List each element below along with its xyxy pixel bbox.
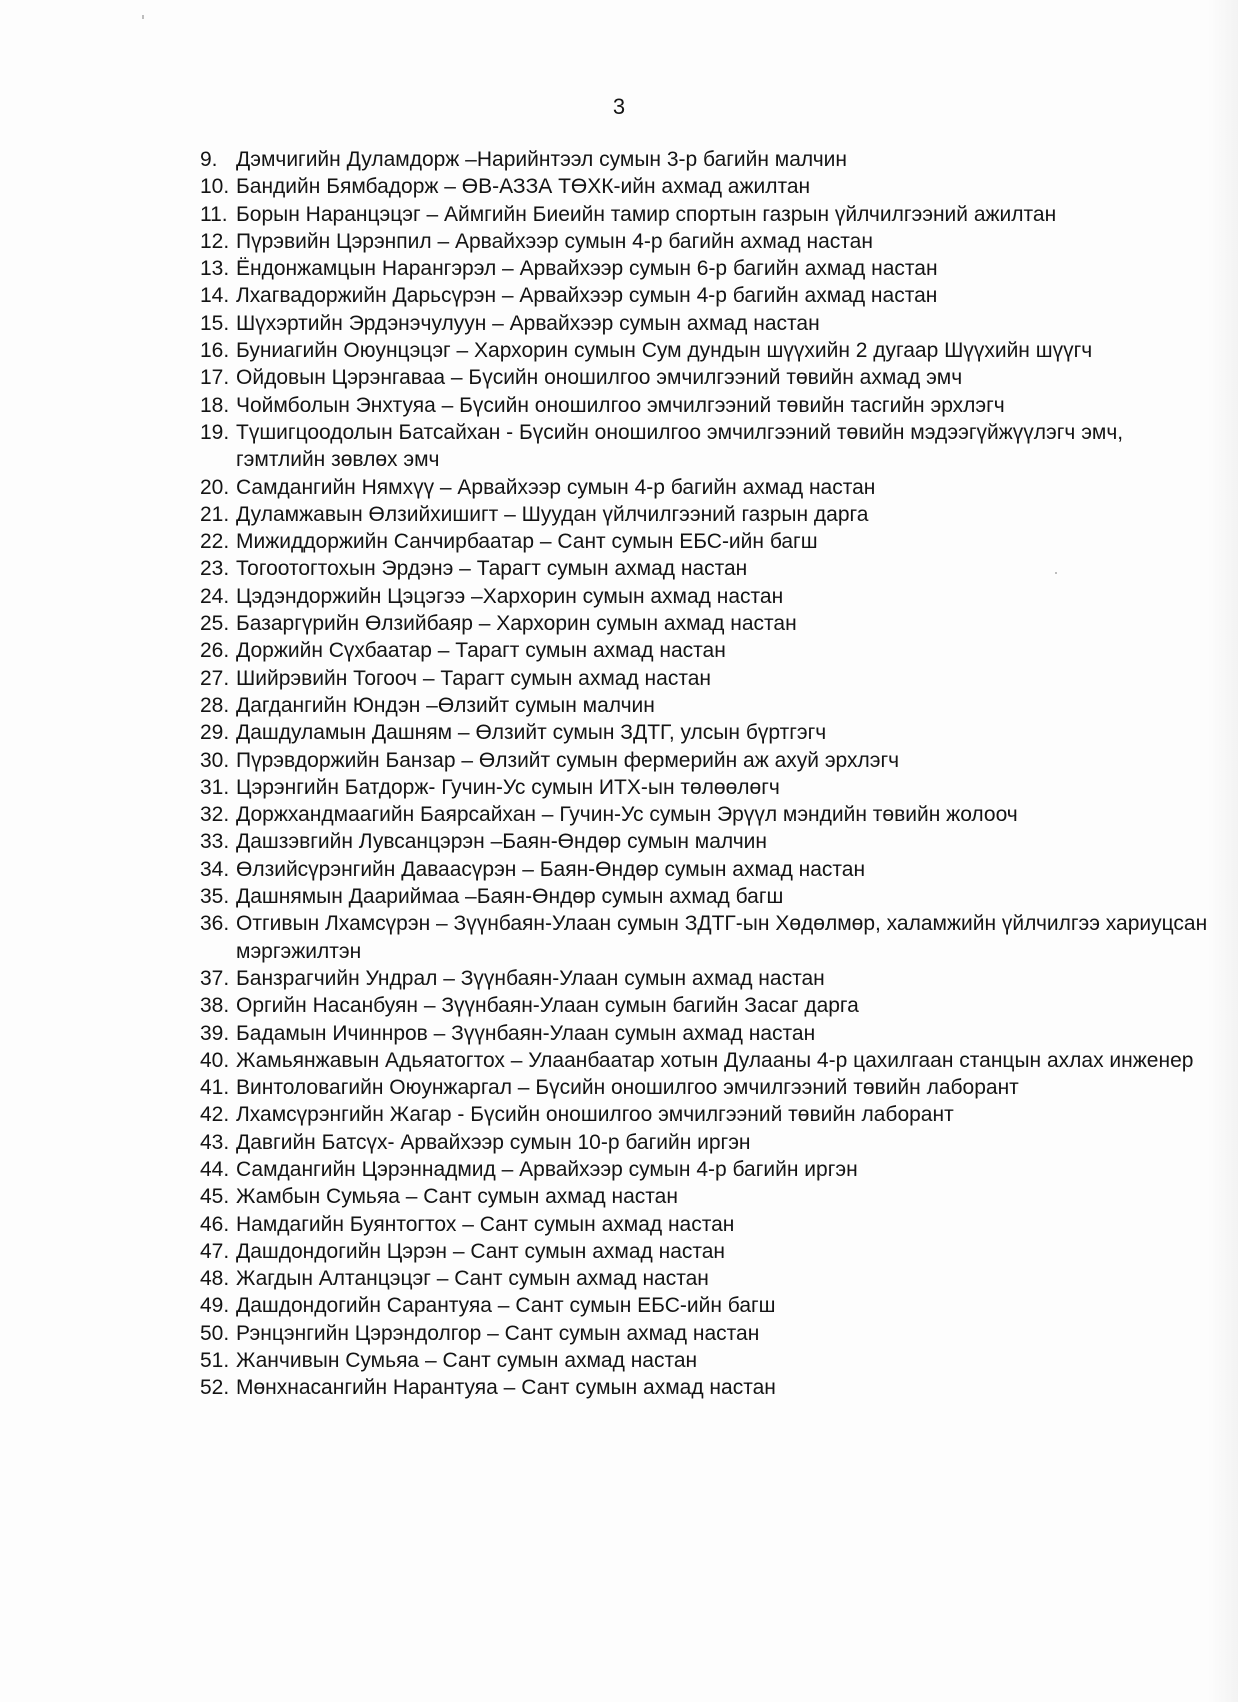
list-item-number: 18. [200,393,230,417]
list-item-text: Пүрэвийн Цэрэнпил – Арвайхээр сумын 4-р багийн ахмад настан [236,229,873,253]
entry-list [200,146,1210,1402]
list-item-number: 14. [200,284,230,308]
list-item-number: 16. [200,339,230,363]
list-item-number: 10. [200,175,230,199]
list-item-text: Дуламжавын Өлзийхишигт – Шуудан үйлчилгээний газрын дарга [236,502,869,526]
list-item [200,255,1210,282]
list-item [200,719,1210,746]
list-item [200,1183,1210,1210]
list-item-number: 11. [200,202,228,226]
list-item-text: Цэрэнгийн Батдорж- Гучин-Ус сумын ИТХ-ын төлөөлөгч [236,775,780,799]
list-item-number: 12. [200,229,230,253]
list-item [200,1074,1210,1101]
list-item-number: 36. [200,912,230,936]
list-item-text: Өлзийсүрэнгийн Даваасүрэн – Баян-Өндөр сумын ахмад настан [236,857,866,881]
list-item-number: 30. [200,748,230,772]
list-item-number: 40. [200,1048,230,1072]
list-item-text: Ойдовын Цэрэнгаваа – Бүсийн оношилгоо эмчилгээний төвийн ахмад эмч [236,366,963,390]
list-item-text: Цэдэндоржийн Цэцэгээ –Хархорин сумын ахмад настан [236,584,784,608]
list-item-number: 34. [200,857,230,881]
list-item-number: 23. [200,557,230,581]
list-item-number: 44. [200,1157,230,1181]
list-item [200,1129,1210,1156]
list-item-number: 52. [200,1376,230,1400]
list-item-number: 35. [200,885,230,909]
list-item-text: Оргийн Насанбуян – Зүүнбаян-Улаан сумын багийн Засаг дарга [236,994,859,1018]
list-item-number: 20. [200,475,230,499]
list-item-number: 47. [200,1239,230,1263]
list-item-text: Лхагвадоржийн Дарьсүрэн – Арвайхээр сумын 4-р багийн ахмад настан [236,284,938,308]
list-item-number: 29. [200,721,230,745]
list-item [200,1347,1210,1374]
list-item [200,774,1210,801]
list-item-number: 43. [200,1130,230,1154]
list-item-text: Мөнхнасангийн Нарантуяа – Сант сумын ахмад настан [236,1376,776,1400]
scan-edge-shadow [1208,0,1238,1702]
list-item-number: 38. [200,994,230,1018]
list-item-text: Дашзэвгийн Лувсанцэрэн –Баян-Өндөр сумын малчин [236,830,767,854]
list-item-number: 21. [200,502,230,526]
list-item-text: Бадамын Ичиннров – Зүүнбаян-Улаан сумын ахмад настан [236,1021,816,1045]
list-item-number: 22. [200,530,230,554]
list-item [200,146,1210,173]
list-item-number: 25. [200,612,230,636]
list-item [200,583,1210,610]
list-item-number: 45. [200,1185,230,1209]
list-item-text: Отгивын Лхамсүрэн – Зүүнбаян-Улаан сумын ЗДТГ-ын Хөдөлмөр, халамжийн үйлчилгээ хариуцсан мэргэжилтэн [236,912,1208,963]
list-item-text: Давгийн Батсүх- Арвайхээр сумын 10-р багийн иргэн [236,1130,751,1154]
list-item-text: Самдангийн Цэрэннадмид – Арвайхээр сумын 4-р багийн иргэн [236,1157,858,1181]
list-item-number: 28. [200,693,230,717]
list-item [200,282,1210,309]
list-item-text: Шийрэвийн Тогооч – Тарагт сумын ахмад настан [236,666,711,690]
list-item [200,856,1210,883]
list-item-text: Доржхандмаагийн Баярсайхан – Гучин-Ус сумын Эрүүл мэндийн төвийн жолооч [236,803,1018,827]
list-item [200,692,1210,719]
list-item-number: 37. [200,966,230,990]
list-item-number: 26. [200,639,230,663]
list-item-text: Дашдуламын Дашням – Өлзийт сумын ЗДТГ, улсын бүртгэгч [236,721,827,745]
list-item-number: 39. [200,1021,230,1045]
list-item-text: Намдагийн Буянтогтох – Сант сумын ахмад настан [236,1212,735,1236]
list-item [200,501,1210,528]
page-number: 3 [612,94,626,119]
list-item-text: Борын Наранцэцэг – Аймгийн Биеийн тамир спортын газрын үйлчилгээний ажилтан [236,202,1057,226]
list-item [200,1101,1210,1128]
list-item [200,1292,1210,1319]
list-item-number: 49. [200,1294,230,1318]
list-item-text: Шүхэртийн Эрдэнэчулуун – Арвайхээр сумын ахмад настан [236,311,820,335]
list-item [200,637,1210,664]
list-item [200,310,1210,337]
list-item [200,747,1210,774]
list-item [200,474,1210,501]
list-item [200,910,1210,965]
list-item-text: Лхамсүрэнгийн Жагар - Бүсийн оношилгоо эмчилгээний төвийн лаборант [236,1103,954,1127]
list-item [200,392,1210,419]
list-item-number: 32. [200,803,230,827]
list-item-number: 41. [200,1076,230,1100]
list-item-number: 24. [200,584,230,608]
list-item-number: 19. [200,420,230,444]
list-item-number: 48. [200,1267,230,1291]
list-item [200,1238,1210,1265]
list-item [200,1211,1210,1238]
list-item-number: 42. [200,1103,230,1127]
list-item-text: Самдангийн Нямхүү – Арвайхээр сумын 4-р багийн ахмад настан [236,475,876,499]
list-item-text: Жамбын Сумьяа – Сант сумын ахмад настан [236,1185,678,1209]
list-item-text: Жагдын Алтанцэцэг – Сант сумын ахмад настан [236,1267,709,1291]
list-item [200,1320,1210,1347]
list-item-text: Винтоловагийн Оюунжаргал – Бүсийн оношилгоо эмчилгээний төвийн лаборант [236,1076,1019,1100]
list-item-number: 33. [200,830,230,854]
list-item [200,201,1210,228]
list-item-text: Буниагийн Оюунцэцэг – Хархорин сумын Сум дундын шүүхийн 2 дугаар Шүүхийн шүүгч [236,339,1093,363]
list-item [200,883,1210,910]
list-item-number: 9. [200,148,218,171]
list-item-text: Рэнцэнгийн Цэрэндолгор – Сант сумын ахмад настан [236,1321,760,1345]
list-item [200,665,1210,692]
list-item [200,1374,1210,1401]
list-item-text: Бандийн Бямбадорж – ӨВ-АЗЗА ТӨХК-ийн ахмад ажилтан [236,175,811,199]
list-item-text: Түшигцоодолын Батсайхан - Бүсийн оношилгоо эмчилгээний төвийн мэдээгүйжүүлэгч эмч, гэмтлийн зөвлөх эмч [236,420,1124,472]
list-item [200,992,1210,1019]
list-item [200,337,1210,364]
list-item-number: 13. [200,257,230,281]
list-item-text: Дашдондогийн Цэрэн – Сант сумын ахмад настан [236,1239,726,1263]
list-item-text: Пүрэвдоржийн Банзар – Өлзийт сумын фермерийн аж ахуй эрхлэгч [236,748,900,772]
list-item [200,173,1210,200]
list-item [200,965,1210,992]
list-item [200,1156,1210,1183]
list-item [200,610,1210,637]
list-item-text: Дэмчигийн Дуламдорж –Нарийнтээл сумын 3-р багийн малчин [236,148,847,171]
list-item [200,528,1210,555]
list-item-text: Ёндонжамцын Нарангэрэл – Арвайхээр сумын 6-р багийн ахмад настан [236,257,938,281]
list-item-text: Дашдондогийн Сарантуяа – Сант сумын ЕБС-ийн багш [236,1294,776,1318]
list-item [200,364,1210,391]
list-item [200,555,1210,582]
list-item [200,419,1210,474]
list-item-text: Базаргүрийн Өлзийбаяр – Хархорин сумын ахмад настан [236,612,797,636]
list-item-number: 50. [200,1321,230,1345]
list-item-text: Дагдангийн Юндэн –Өлзийт сумын малчин [236,693,655,717]
list-item-number: 17. [200,366,230,390]
list-item [200,1020,1210,1047]
scan-speck [142,15,144,19]
list-item-text: Банзрагчийн Ундрал – Зүүнбаян-Улаан сумын ахмад настан [236,966,825,990]
list-item-number: 31. [200,775,230,799]
list-item-number: 27. [200,666,230,690]
list-item-text: Жанчивын Сумьяа – Сант сумын ахмад настан [236,1349,698,1373]
list-item [200,828,1210,855]
list-item-number: 15. [200,311,230,335]
list-item-text: Жамьянжавын Адьяатогтох – Улаанбаатар хотын Дулааны 4-р цахилгаан станцын ахлах инженер [236,1048,1194,1072]
list-item [200,228,1210,255]
list-item-text: Тогоотогтохын Эрдэнэ – Тарагт сумын ахмад настан [236,557,748,581]
list-item-text: Мижиддоржийн Санчирбаатар – Сант сумын ЕБС-ийн багш [236,530,818,554]
list-item-text: Доржийн Сүхбаатар – Тарагт сумын ахмад настан [236,639,726,663]
list-item [200,801,1210,828]
list-item-number: 46. [200,1212,230,1236]
list-item [200,1265,1210,1292]
list-item-text: Чоймболын Энхтуяа – Бүсийн оношилгоо эмчилгээний төвийн тасгийн эрхлэгч [236,393,1005,417]
list-item [200,1047,1210,1074]
list-item-text: Дашнямын Даариймаа –Баян-Өндөр сумын ахмад багш [236,885,784,909]
list-item-number: 51. [200,1349,230,1373]
